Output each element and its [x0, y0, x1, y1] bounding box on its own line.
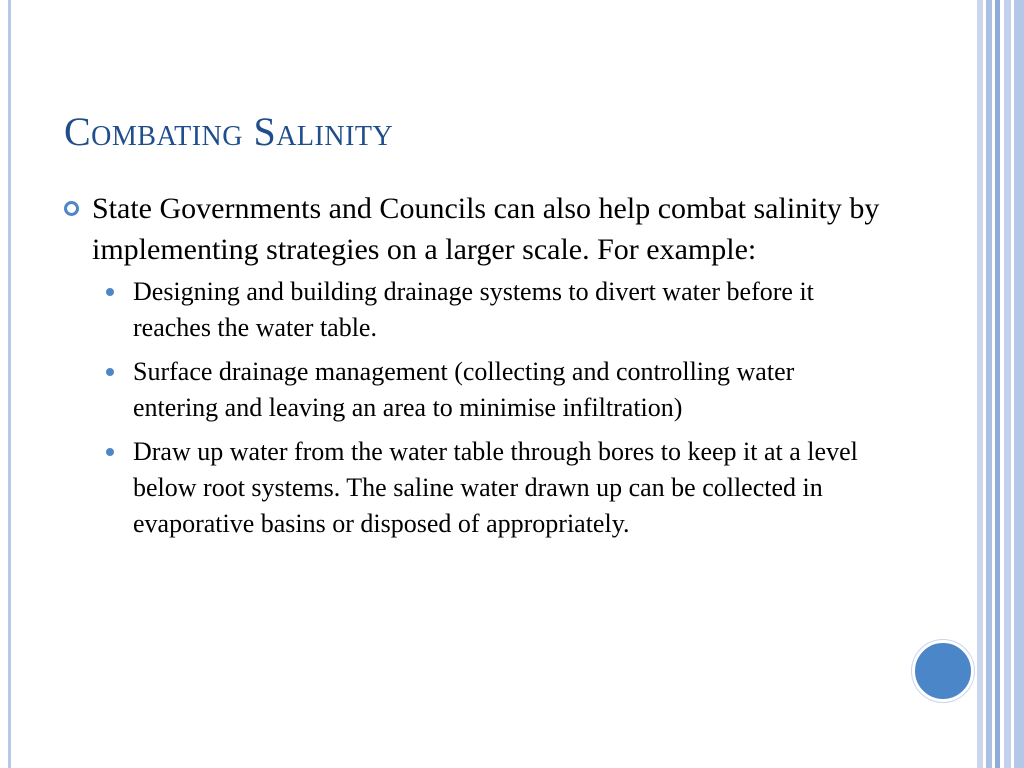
dot-bullet-icon: [106, 368, 114, 376]
decorative-circle: [912, 640, 974, 702]
dot-bullet-icon: [106, 448, 114, 456]
sub-bullet-item: [64, 354, 884, 426]
bullet-text: State Governments and Councils can also help combat salinity by implementing strategies on a larger scale. For example:: [92, 192, 880, 266]
dot-bullet-icon: [106, 288, 114, 296]
decorative-stripe: [1004, 0, 1011, 768]
sub-bullet-text: Designing and building drainage systems to divert water before it reaches the water table.: [133, 277, 814, 342]
bullet-item: [64, 188, 884, 270]
sub-bullet-text: Surface drainage management (collecting and controlling water entering and leaving an area to minimise infiltration): [133, 357, 795, 422]
sub-bullet-text: Draw up water from the water table through bores to keep it at a level below root systems. The saline water drawn up can be collected in evaporative basins or disposed of appropriately.: [133, 437, 858, 538]
decorative-stripe: [1014, 0, 1024, 768]
sub-bullet-item: [64, 274, 884, 346]
left-frame-line: [8, 0, 11, 768]
ring-bullet-icon: [64, 201, 79, 216]
slide-title: Combating Salinity: [64, 109, 394, 154]
slide-body: [64, 188, 884, 550]
sub-bullet-item: [64, 434, 884, 542]
sub-bullet-list: [64, 274, 884, 542]
